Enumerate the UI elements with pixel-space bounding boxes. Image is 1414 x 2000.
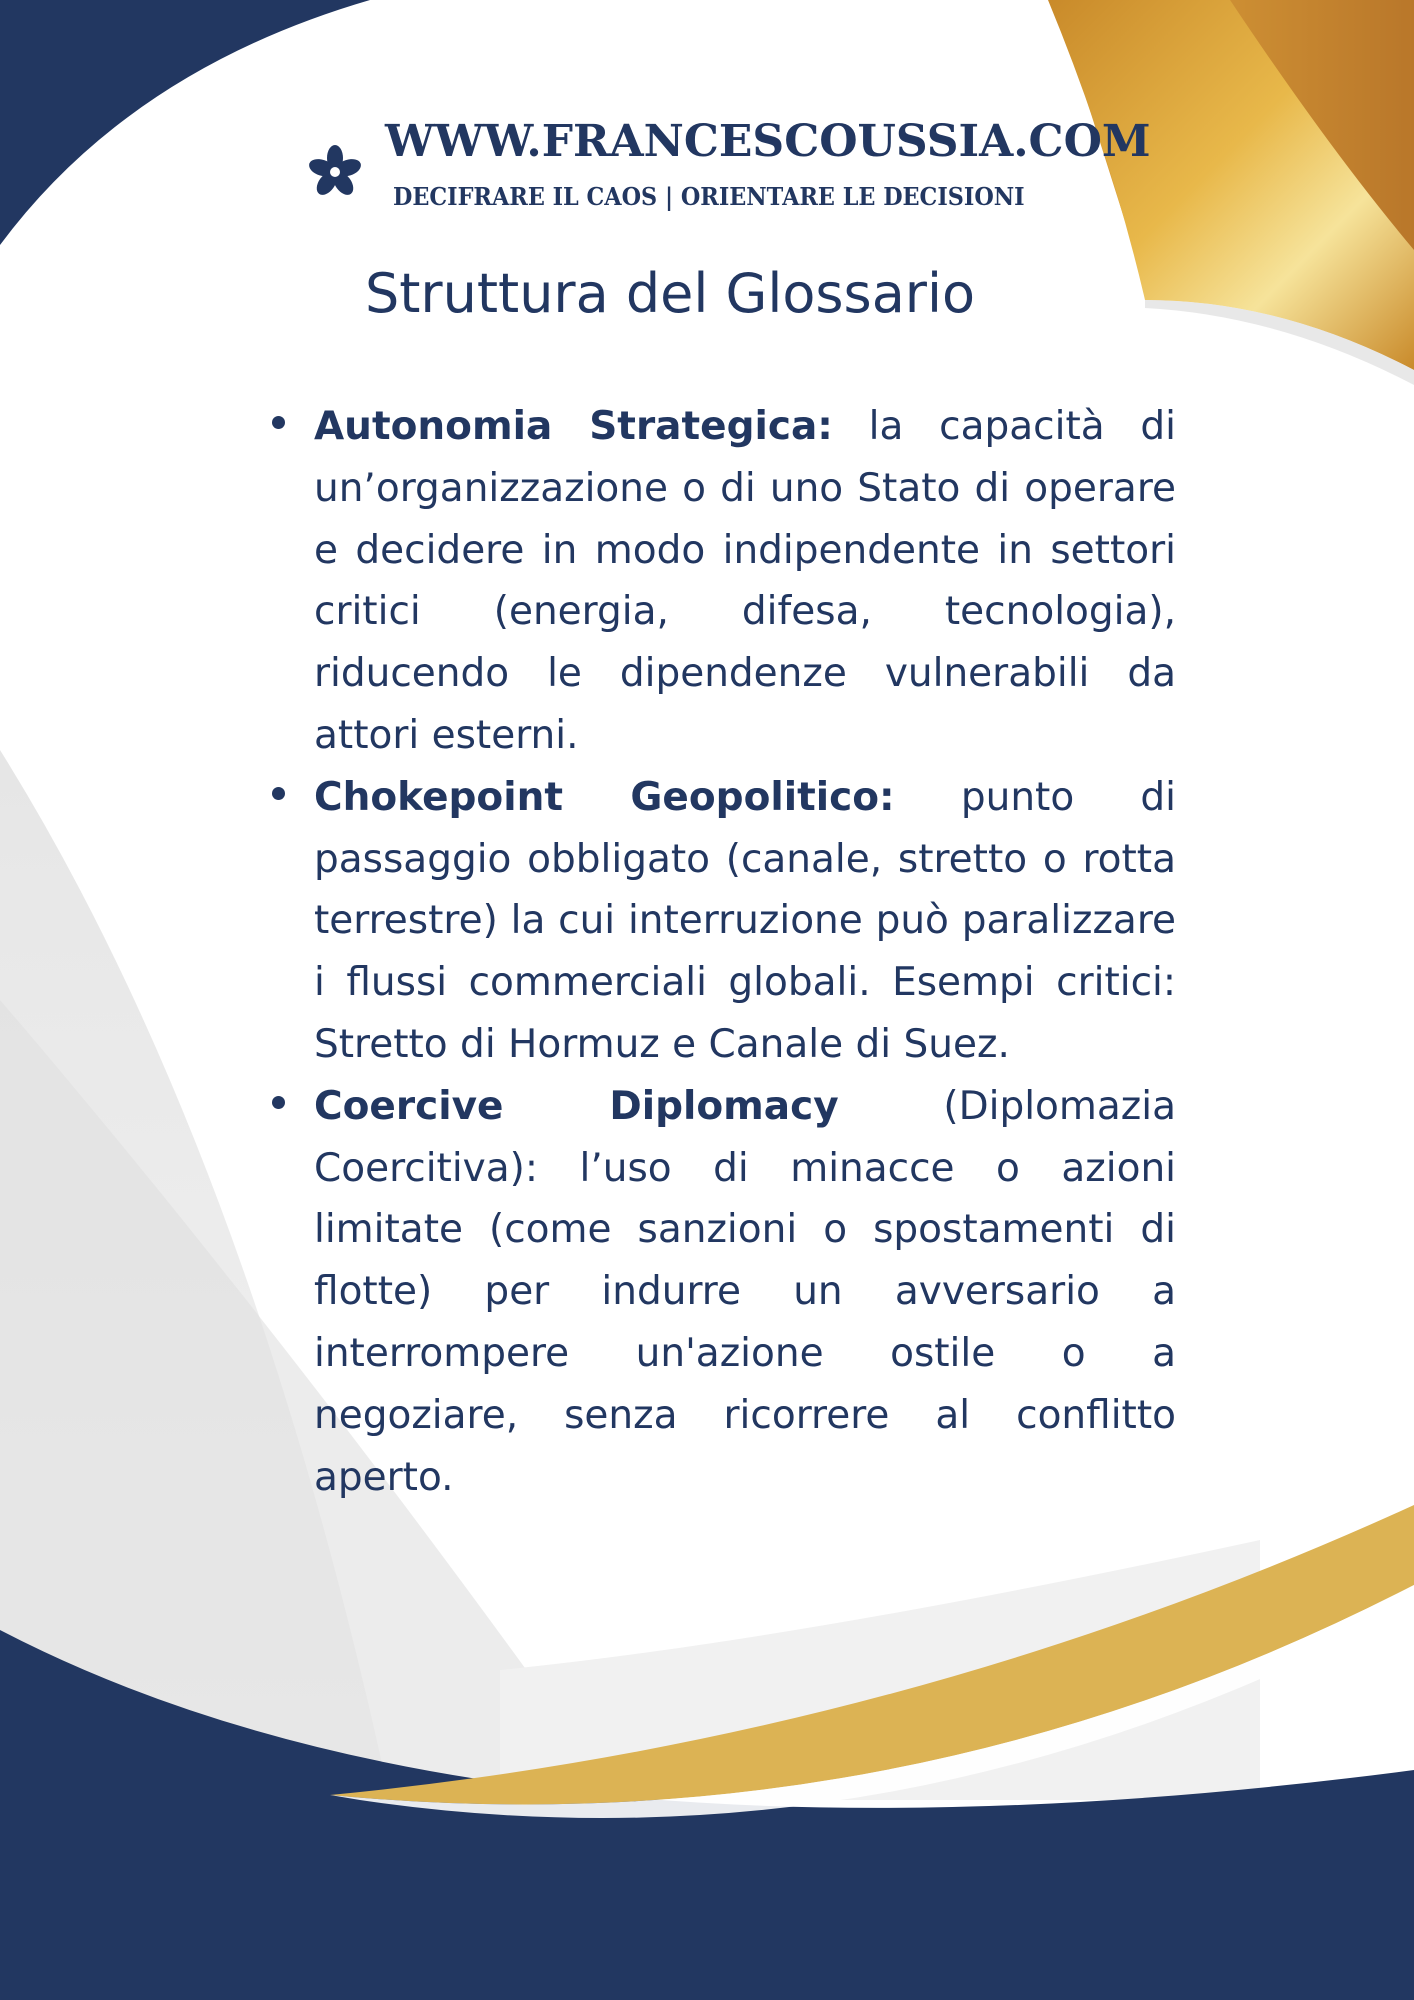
glossary-term: Chokepoint Geopolitico:: [314, 774, 895, 820]
glossary-term: Autonomia Strategica:: [314, 404, 833, 449]
bullet-dot: [272, 416, 285, 429]
tagline: DECIFRARE IL CAOS | ORIENTARE LE DECISIONI: [393, 182, 1025, 211]
entry-text: [314, 767, 1176, 1076]
glossary-list: [272, 396, 1176, 1508]
glossary-term: Coercive Diplomacy: [314, 1083, 839, 1129]
page-title: Struttura del Glossario: [364, 262, 976, 325]
site-header: [305, 112, 1151, 222]
glossary-entry: [272, 767, 1176, 1076]
glossary-entry: [272, 1076, 1176, 1509]
bullet-dot: [272, 787, 285, 800]
glossary-entry: [272, 396, 1176, 767]
entry-text: [314, 396, 1176, 767]
entry-text: [314, 1076, 1176, 1509]
spiral-flower-icon: [305, 142, 365, 202]
glossary-definition: punto di passaggio obbligato (canale, stretto o rotta terrestre) la cui interruzione può paralizzare i flussi commerciali globali. Esempi critici: Stretto di Hormuz e Canale di Suez.: [314, 774, 1176, 1067]
bullet-dot: [272, 1096, 285, 1109]
site-url[interactable]: WWW.FRANCESCOUSSIA.COM: [385, 116, 1151, 167]
glossary-definition: la capacità di un’organizzazione o di uno Stato di operare e decidere in modo indipendente in settori critici (energia, difesa, tecnologia), riducendo le dipendenze vulnerabili da attori esterni.: [314, 404, 1176, 758]
glossary-definition: (Diplomazia Coercitiva): l’uso di minacce o azioni limitate (come sanzioni o spostamenti di flotte) per indurre un avversario a interrompere un'azione ostile o a negoziare, senza ricorrere al conflitto aperto.: [314, 1083, 1176, 1500]
